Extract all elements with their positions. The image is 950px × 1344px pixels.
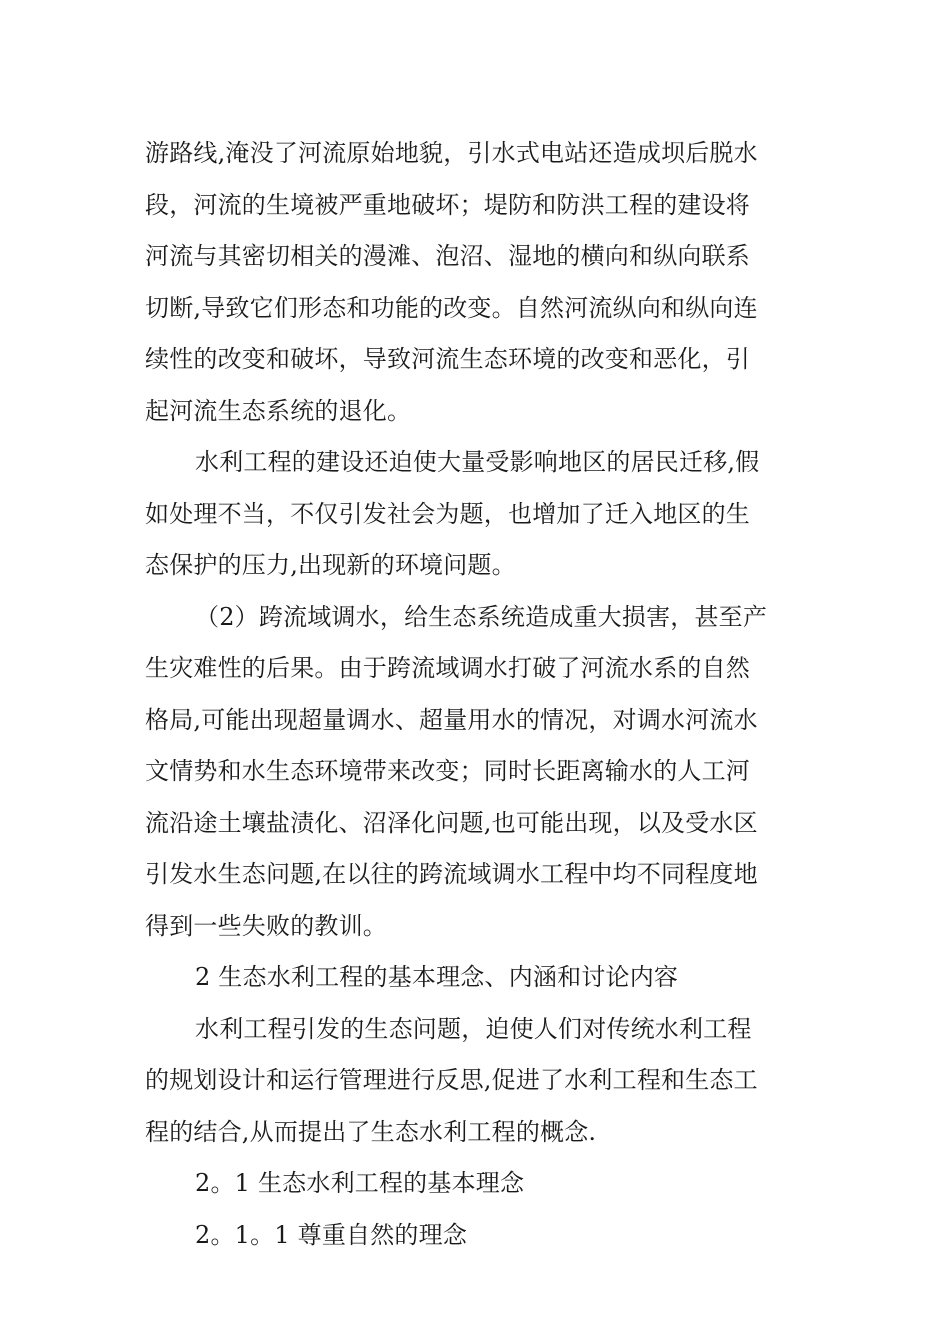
text-line: （2）跨流域调水，给生态系统造成重大损害，甚至产 <box>195 602 768 631</box>
text-line: 流沿途土壤盐渍化、沼泽化问题,也可能出现，以及受水区 <box>145 808 758 837</box>
text-line: 如处理不当，不仅引发社会为题，也增加了迁入地区的生 <box>145 499 750 528</box>
heading-text: 2。1。1 尊重自然的理念 <box>195 1220 468 1249</box>
text-line: 得到一些失败的教训。 <box>145 911 387 940</box>
paragraph-eco-hydraulic-concept <box>145 1004 795 1159</box>
text-line: 续性的改变和破坏，导致河流生态环境的改变和恶化，引 <box>145 345 750 373</box>
text-line: 切断,导致它们形态和功能的改变。自然河流纵向和纵向连 <box>145 293 758 322</box>
text-line: 段，河流的生境被严重地破坏；堤防和防洪工程的建设将 <box>145 190 750 219</box>
text-line: 河流与其密切相关的漫滩、泡沼、湿地的横向和纵向联系 <box>145 242 750 270</box>
text-line: 程的结合,从而提出了生态水利工程的概念. <box>145 1117 597 1146</box>
section-heading-2 <box>145 952 795 1004</box>
heading-text: 2 生态水利工程的基本理念、内涵和讨论内容 <box>195 963 679 991</box>
text-line: 游路线,淹没了河流原始地貌，引水式电站还造成坝后脱水 <box>145 139 758 167</box>
text-line: 生灾难性的后果。由于跨流域调水打破了河流水系的自然 <box>145 654 750 682</box>
text-line: 水利工程的建设还迫使大量受影响地区的居民迁移,假 <box>195 448 760 476</box>
text-line: 态保护的压力,出现新的环境问题。 <box>145 551 516 579</box>
paragraph-river-ecology <box>145 128 795 437</box>
section-heading-2-1 <box>145 1158 795 1210</box>
document-body <box>145 128 795 1261</box>
section-heading-2-1-1 <box>145 1210 795 1262</box>
paragraph-resettlement <box>145 437 795 592</box>
text-line: 的规划设计和运行管理进行反思,促进了水利工程和生态工 <box>145 1066 758 1094</box>
paragraph-inter-basin-transfer <box>145 592 795 953</box>
text-line: 引发水生态问题,在以往的跨流域调水工程中均不同程度地 <box>145 860 758 888</box>
text-line: 起河流生态系统的退化。 <box>145 396 412 425</box>
text-line: 格局,可能出现超量调水、超量用水的情况，对调水河流水 <box>145 705 758 734</box>
text-line: 文情势和水生态环境带来改变；同时长距离输水的人工河 <box>145 757 750 785</box>
text-line: 水利工程引发的生态问题，迫使人们对传统水利工程 <box>195 1014 752 1043</box>
heading-text: 2。1 生态水利工程的基本理念 <box>195 1169 525 1197</box>
